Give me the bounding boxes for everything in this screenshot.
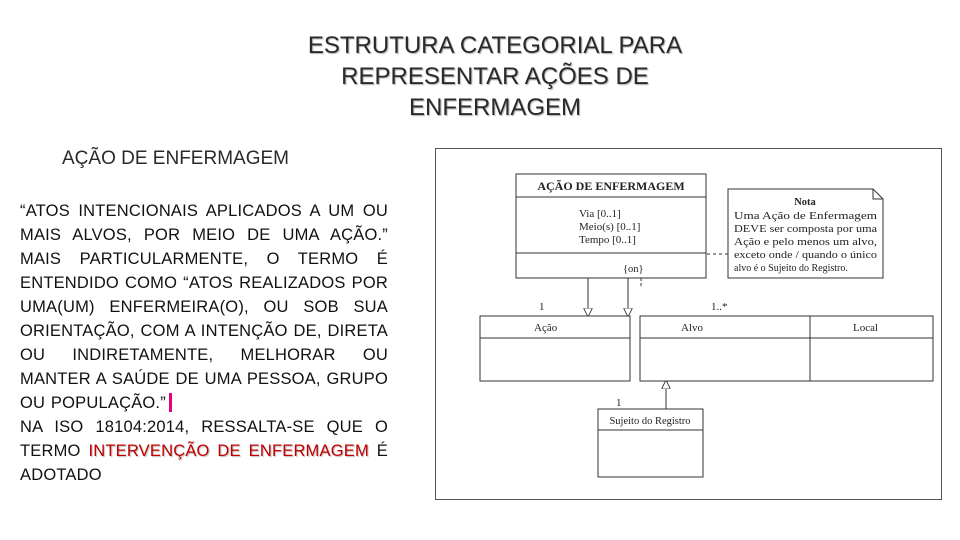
main-class-name: AÇÃO DE ENFERMAGEM (537, 179, 685, 193)
class-sujeito-name: Sujeito do Registro (609, 416, 691, 427)
note-line-4: exceto onde / quando o único (734, 250, 877, 261)
iso-prefix: NA ISO 18104:2014, RESSALTA-SE QUE O TERMO (20, 418, 388, 460)
main-class-attr-2: Meio(s) [0..1] (579, 221, 641, 233)
definition-paragraph (20, 199, 388, 415)
title-line-1: ESTRUTURA CATEGORIAL PARA (307, 32, 683, 59)
note-line-5: alvo é o Sujeito do Registro. (734, 263, 848, 274)
class-alvo-name: Alvo (681, 322, 703, 334)
note-line-2: DEVE ser composta por uma (734, 224, 878, 235)
constraint-label: {on} (623, 264, 644, 275)
definition-quote: “ATOS INTENCIONAIS APLICADOS A UM OU MAIS ALVOS, POR MEIO DE UMA AÇÃO.” MAIS PARTICULARMENTE, O TERMO É ENTENDIDO COMO “ATOS REALIZADOS POR UMA(UM) ENFERMEIRA(O), OU SOB SUA ORIENTAÇÃO, COM A INTENÇÃO DE, DIRETA OU INDIRETAMENTE, MELHORAR OU MANTER A SAÚDE DE UMA PESSOA, GRUPO OU POPULAÇÃO.” (20, 202, 388, 412)
note-line-3: Ação e pelo menos um alvo, (734, 237, 877, 248)
class-local-name: Local (853, 322, 879, 334)
title-line-3: ENFERMAGEM (408, 94, 581, 121)
class-acao-de-enfermagem (516, 174, 706, 278)
text-cursor (169, 393, 172, 412)
uml-note (728, 189, 883, 278)
iso-paragraph (20, 415, 388, 487)
note-title: Nota (794, 197, 816, 208)
main-class-attr-1: Via [0..1] (579, 208, 621, 220)
class-local (810, 316, 933, 381)
class-acao-name: Ação (534, 322, 558, 334)
class-sujeito-do-registro (598, 409, 703, 477)
uml-diagram (435, 148, 942, 500)
mult-alvo: 1..* (711, 301, 728, 313)
note-line-1: Uma Ação de Enfermagem (734, 211, 878, 222)
slide-title (200, 30, 790, 123)
title-line-2: REPRESENTAR AÇÕES DE (341, 63, 649, 90)
uml-diagram-svg (436, 149, 941, 499)
body-text (20, 199, 388, 487)
mult-acao: 1 (539, 301, 545, 313)
mult-sujeito: 1 (616, 397, 622, 409)
iso-suffix: É ADOTADO (20, 442, 388, 484)
class-alvo (640, 316, 810, 381)
section-subheading: AÇÃO DE ENFERMAGEM (62, 148, 289, 169)
main-class-attr-3: Tempo [0..1] (579, 234, 636, 246)
iso-highlight: INTERVENÇÃO DE ENFERMAGEM (88, 442, 369, 460)
class-acao (480, 316, 630, 381)
